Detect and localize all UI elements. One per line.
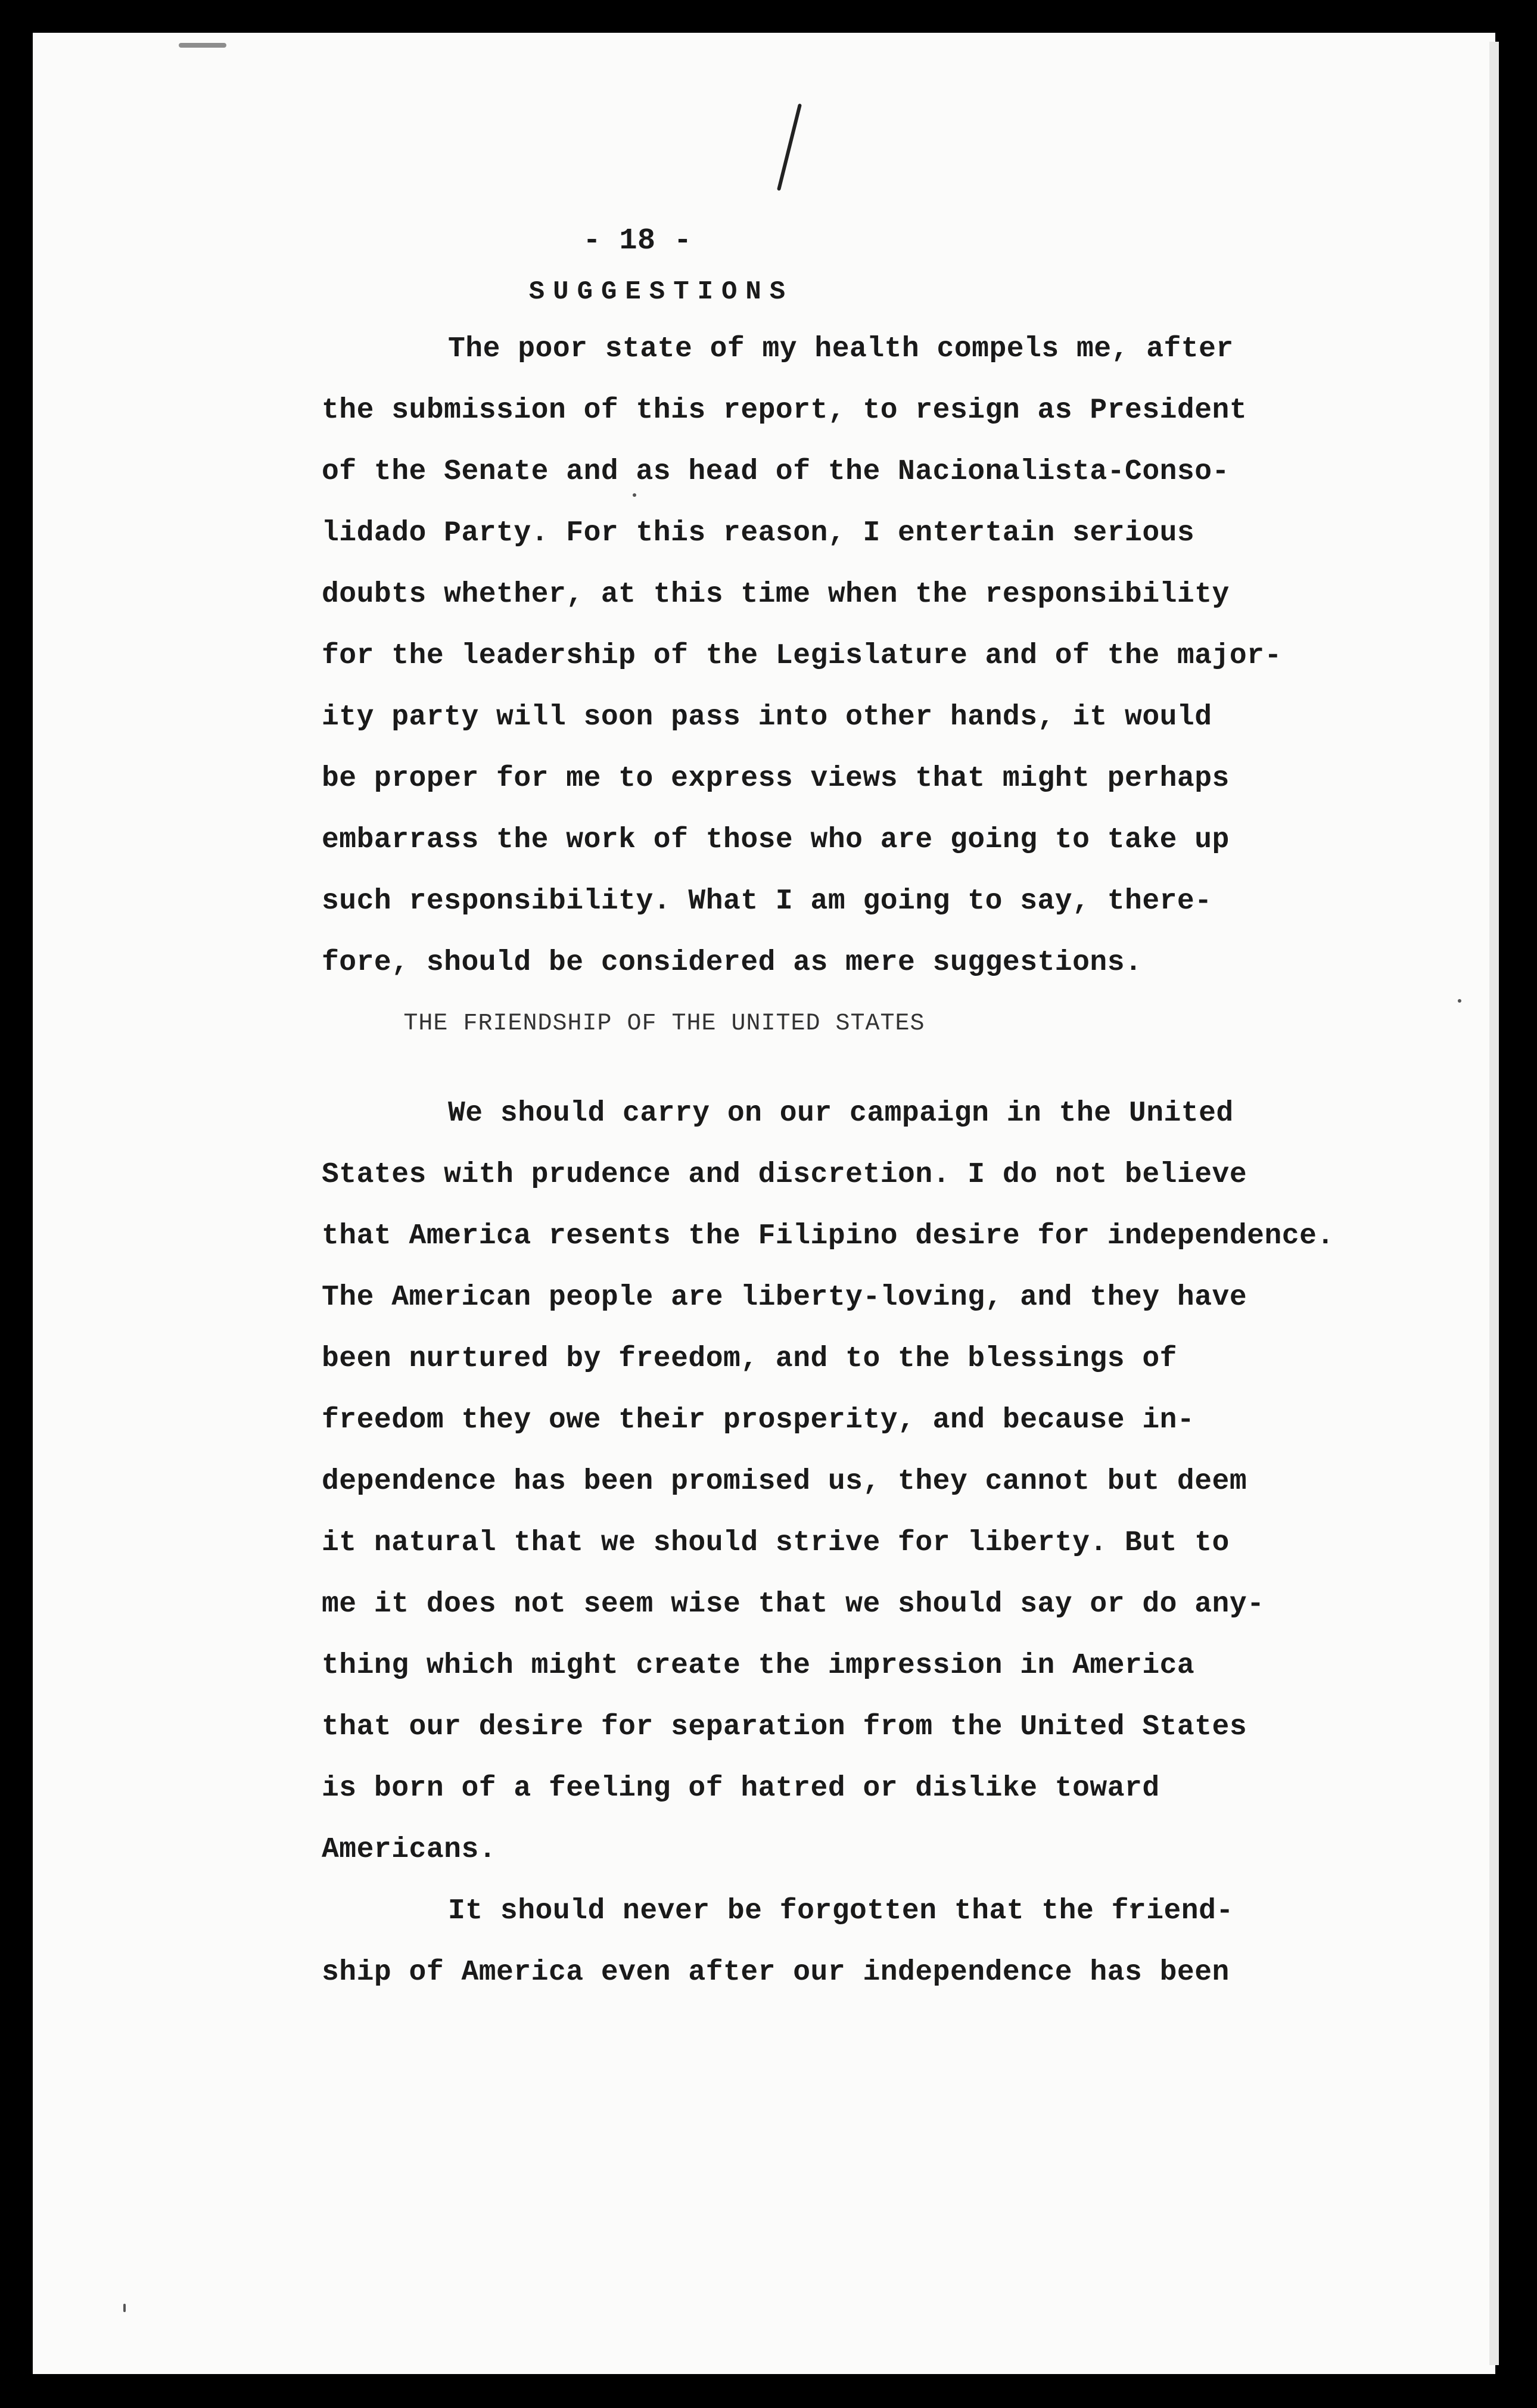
- text-line: Americans.: [322, 1834, 497, 1866]
- page-title: SUGGESTIONS: [528, 277, 794, 307]
- text-line: be proper for me to express views that might perhaps: [322, 763, 1230, 795]
- text-line: ity party will soon pass into other hands, it would: [322, 701, 1212, 733]
- section-heading: THE FRIENDSHIP OF THE UNITED STATES: [403, 1010, 925, 1037]
- text-line: It should never be forgotten that the friend-: [448, 1895, 1234, 1927]
- paragraph-3: [322, 1881, 1370, 2003]
- text-line: dependence has been promised us, they cannot but deem: [322, 1466, 1247, 1498]
- text-line: States with prudence and discretion. I do not believe: [322, 1159, 1247, 1191]
- text-line: is born of a feeling of hatred or dislike toward: [322, 1772, 1160, 1805]
- text-line: of the Senate and as head of the Nacionalista-Conso-: [322, 456, 1230, 488]
- text-line: lidado Party. For this reason, I entertain serious: [322, 517, 1195, 549]
- text-line: fore, should be considered as mere suggestions.: [322, 947, 1143, 979]
- text-line: embarrass the work of those who are going to take up: [322, 824, 1230, 856]
- ink-speck: [1458, 999, 1461, 1003]
- text-line: such responsibility. What I am going to say, there-: [322, 885, 1212, 917]
- corner-smudge: [179, 43, 226, 48]
- typed-text-block: [322, 217, 1370, 2003]
- paragraph-1: [322, 319, 1370, 994]
- text-line: freedom they owe their prosperity, and because in-: [322, 1404, 1195, 1436]
- text-line: The American people are liberty-loving, and they have: [322, 1281, 1247, 1314]
- page-edge: [1489, 42, 1499, 2365]
- paragraph-2: [322, 1083, 1370, 1881]
- page-number: - 18 -: [583, 224, 692, 258]
- text-line: me it does not seem wise that we should say or do any-: [322, 1588, 1265, 1620]
- text-line: that our desire for separation from the United States: [322, 1711, 1247, 1743]
- text-line: We should carry on our campaign in the United: [448, 1097, 1234, 1130]
- ink-speck: [123, 2304, 126, 2312]
- text-line: the submission of this report, to resign as President: [322, 394, 1247, 427]
- text-line: that America resents the Filipino desire for independence.: [322, 1220, 1334, 1252]
- text-line: The poor state of my health compels me, after: [448, 333, 1234, 365]
- text-line: ship of America even after our independence has been: [322, 1956, 1230, 1989]
- text-line: it natural that we should strive for liberty. But to: [322, 1527, 1230, 1559]
- text-line: doubts whether, at this time when the responsibility: [322, 578, 1230, 611]
- text-line: thing which might create the impression in America: [322, 1650, 1195, 1682]
- text-line: been nurtured by freedom, and to the blessings of: [322, 1343, 1177, 1375]
- text-line: for the leadership of the Legislature and of the major-: [322, 640, 1282, 672]
